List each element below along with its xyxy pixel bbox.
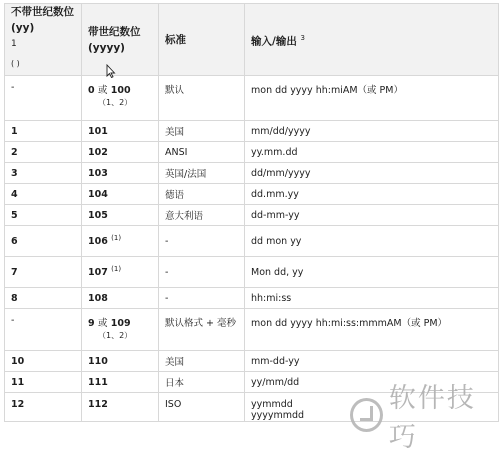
- cell-format: dd-mm-yy: [245, 205, 499, 226]
- cell-yy: 1: [5, 121, 82, 142]
- header-yy-paren: ( ): [11, 58, 20, 68]
- table-row: [5, 76, 499, 121]
- cell-yyyy: 107 $^{(1)}$: [82, 257, 159, 288]
- cell-format: dd.mm.yy: [245, 184, 499, 205]
- cell-yyyy: 104: [82, 184, 159, 205]
- table-row: [5, 288, 499, 309]
- cell-standard: -: [159, 257, 245, 288]
- cell-format: dd/mm/yyyy: [245, 163, 499, 184]
- cell-yy: -: [5, 309, 82, 351]
- cell-standard: 默认格式 + 毫秒: [159, 309, 245, 351]
- cell-format: Mon dd, yy: [245, 257, 499, 288]
- cell-yyyy: 105: [82, 205, 159, 226]
- cell-format: mm/dd/yyyy: [245, 121, 499, 142]
- table-row: [5, 226, 499, 257]
- table-row: [5, 163, 499, 184]
- table-row: [5, 184, 499, 205]
- cell-format: yy/mm/dd: [245, 372, 499, 393]
- cell-yy: 2: [5, 142, 82, 163]
- cell-standard: ISO: [159, 393, 245, 422]
- cell-standard: 英国/法国: [159, 163, 245, 184]
- cell-standard: 日本: [159, 372, 245, 393]
- cell-format: hh:mi:ss: [245, 288, 499, 309]
- header-yy: 不带世纪数位 (yy) 1 ( ): [5, 4, 82, 76]
- cell-yy: 10: [5, 351, 82, 372]
- cell-standard: -: [159, 226, 245, 257]
- cell-yyyy: 106 $^{(1)}$: [82, 226, 159, 257]
- cell-yy: 12: [5, 393, 82, 422]
- cell-standard: -: [159, 288, 245, 309]
- cell-standard: 美国: [159, 121, 245, 142]
- header-row: [5, 4, 499, 76]
- cell-yyyy: 108: [82, 288, 159, 309]
- table-row: [5, 257, 499, 288]
- table-row: [5, 205, 499, 226]
- cell-yy: -: [5, 76, 82, 121]
- cell-yyyy: 102: [82, 142, 159, 163]
- cell-standard: 意大利语: [159, 205, 245, 226]
- cell-yyyy: 110: [82, 351, 159, 372]
- cell-yyyy: 0 或 100 （1、2）: [82, 76, 159, 121]
- watermark-logo-icon: [350, 398, 383, 432]
- cell-yy: 7: [5, 257, 82, 288]
- cell-format: mm-dd-yy: [245, 351, 499, 372]
- cell-format: mon dd yyyy hh:miAM（或 PM）: [245, 76, 499, 121]
- cell-standard: ANSI: [159, 142, 245, 163]
- cell-format: mon dd yyyy hh:mi:ss:mmmAM（或 PM）: [245, 309, 499, 351]
- table-row: [5, 351, 499, 372]
- cell-yyyy: 112: [82, 393, 159, 422]
- date-format-table: [4, 3, 499, 422]
- table-row: [5, 121, 499, 142]
- cell-yyyy: 111: [82, 372, 159, 393]
- header-standard: 标准: [159, 4, 245, 76]
- watermark: 软件技巧: [350, 376, 500, 454]
- cell-format: yymmdd yyyymmdd: [245, 393, 499, 422]
- mouse-cursor-icon: [106, 64, 116, 78]
- cell-yy: 8: [5, 288, 82, 309]
- cell-yy: 4: [5, 184, 82, 205]
- cell-yy: 5: [5, 205, 82, 226]
- cell-standard: 德语: [159, 184, 245, 205]
- header-yyyy: 带世纪数位 (yyyy): [82, 4, 159, 76]
- cell-yy: 6: [5, 226, 82, 257]
- header-io-note: 3: [300, 33, 305, 42]
- cell-yyyy: 101: [82, 121, 159, 142]
- header-io: 输入/输出 $^3$: [245, 4, 499, 76]
- table-row: [5, 142, 499, 163]
- header-yy-note: 1: [11, 39, 17, 49]
- cell-standard: 美国: [159, 351, 245, 372]
- cell-yyyy: 9 或 109 （1、2）: [82, 309, 159, 351]
- cell-format: yy.mm.dd: [245, 142, 499, 163]
- cell-yy: 3: [5, 163, 82, 184]
- cell-yy: 11: [5, 372, 82, 393]
- cell-yyyy: 103: [82, 163, 159, 184]
- table-row: [5, 309, 499, 351]
- cell-standard: 默认: [159, 76, 245, 121]
- cell-format: dd mon yy: [245, 226, 499, 257]
